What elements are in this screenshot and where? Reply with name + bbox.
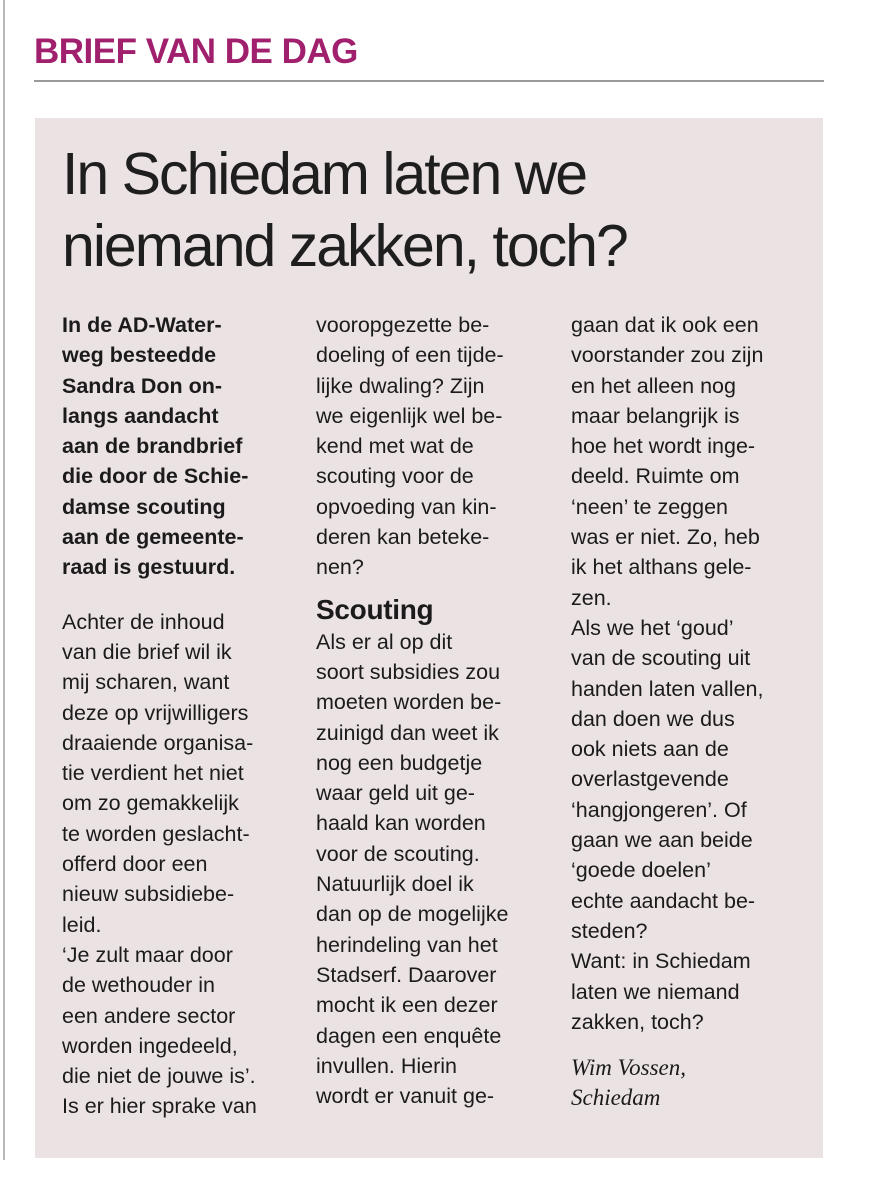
body-line: tie verdient het niet [62, 761, 244, 786]
body-line: zen. [571, 585, 612, 610]
body-line: om zo gemakkelijk [62, 791, 239, 816]
lead-line: aan de gemeente- [62, 525, 244, 550]
body-line: Achter de inhoud [62, 609, 225, 634]
lead-line: langs aandacht [62, 403, 219, 428]
body-line: dagen een enquête [316, 1023, 502, 1048]
author-signature [571, 1053, 811, 1113]
body-line: deze op vrijwilligers [62, 700, 249, 725]
body-line: doeling of een tijde- [316, 343, 504, 368]
signature-name: Wim Vossen, [571, 1055, 686, 1081]
body-line: van die brief wil ik [62, 639, 232, 664]
body-line: vooropgezette be- [316, 313, 490, 337]
body-line: dan op de mogelijke [316, 902, 509, 927]
body-line: herindeling van het [316, 932, 498, 957]
body-line: waar geld uit ge- [316, 781, 475, 806]
body-line: nieuw subsidiebe- [62, 882, 235, 907]
body-line: Is er hier sprake van [62, 1094, 257, 1119]
body-line: die niet de jouwe is’. [62, 1064, 256, 1089]
body-line: ‘neen’ te zeggen [571, 494, 728, 519]
body-line: Want: in Schiedam [571, 949, 751, 974]
body-line: voorstander zou zijn [571, 343, 764, 368]
body-line: nen? [316, 555, 364, 580]
body-line: deren kan beteke- [316, 525, 490, 550]
lead-line: In de AD-Water- [62, 313, 222, 337]
body-line: draaiende organisa- [62, 730, 254, 755]
body-line: de wethouder in [62, 973, 215, 998]
body-line: mocht ik een dezer [316, 993, 498, 1018]
headline-line: niemand zakken, toch? [62, 213, 627, 279]
body-line: ik het althans gele- [571, 555, 752, 580]
body-line: worden ingedeeld, [62, 1033, 238, 1058]
body-line: ‘hangjongeren’. Of [571, 797, 747, 822]
body-line: Als we het ‘goud’ [571, 615, 734, 640]
header-divider [34, 80, 824, 82]
paragraph-gap [62, 583, 302, 607]
body-line: Natuurlijk doel ik [316, 872, 474, 897]
lead-line: raad is gestuurd. [62, 555, 236, 580]
body-line: laten we niemand [571, 979, 740, 1004]
body-line: ‘Je zult maar door [62, 942, 233, 967]
body-line: overlastgevende [571, 767, 729, 792]
body-line: dan doen we dus [571, 706, 735, 731]
body-line: offerd door een [62, 852, 208, 877]
body-paragraph [62, 607, 302, 1122]
lead-line: aan de brandbrief [62, 434, 243, 459]
body-line: zuinigd dan weet ik [316, 720, 499, 745]
body-line: te worden geslacht- [62, 821, 250, 846]
section-subhead: Scouting [316, 593, 434, 625]
body-line: deeld. Ruimte om [571, 464, 740, 489]
body-line: soort subsidies zou [316, 659, 501, 684]
body-line: een andere sector [62, 1003, 236, 1028]
lead-line: Sandra Don on- [62, 373, 223, 398]
body-line: ook niets aan de [571, 737, 729, 762]
lead-line: damse scouting [62, 494, 226, 519]
headline-line: In Schiedam laten we [62, 141, 587, 207]
body-line: echte aandacht be- [571, 888, 756, 913]
lead-paragraph [62, 310, 302, 583]
body-line: wordt er vanuit ge- [316, 1084, 495, 1109]
body-line: opvoeding van kin- [316, 494, 497, 519]
text-column-1 [62, 310, 302, 1122]
body-line: was er niet. Zo, heb [571, 525, 760, 550]
body-line: Stadserf. Daarover [316, 962, 497, 987]
body-line: van de scouting uit [571, 646, 751, 671]
body-line: voor de scouting. [316, 841, 480, 866]
text-column-2 [316, 310, 556, 1111]
body-line: zakken, toch? [571, 1009, 704, 1034]
body-line: steden? [571, 918, 648, 943]
body-line: scouting voor de [316, 464, 474, 489]
article-headline [62, 138, 802, 282]
body-line: gaan we aan beide [571, 828, 753, 853]
body-line: leid. [62, 912, 102, 937]
body-line: kend met wat de [316, 434, 474, 459]
body-line: ‘goede doelen’ [571, 858, 711, 883]
body-line: we eigenlijk wel be- [316, 403, 503, 428]
body-line: moeten worden be- [316, 690, 502, 715]
body-line: lijke dwaling? Zijn [316, 373, 485, 398]
body-line: en het alleen nog [571, 373, 736, 398]
section-kicker: BRIEF VAN DE DAG [34, 32, 358, 71]
body-line: invullen. Hierin [316, 1053, 458, 1078]
lead-line: die door de Schie- [62, 464, 249, 489]
body-line: haald kan worden [316, 811, 486, 836]
body-line: Als er al op dit [316, 629, 453, 654]
signature-place: Schiedam [571, 1085, 661, 1111]
body-line: gaan dat ik ook een [571, 313, 759, 337]
body-line: maar belangrijk is [571, 403, 740, 428]
lead-line: weg besteedde [62, 343, 217, 368]
body-line: mij scharen, want [62, 670, 230, 695]
text-column-3 [571, 310, 811, 1113]
body-line: handen laten vallen, [571, 676, 764, 701]
body-line: nog een budgetje [316, 750, 483, 775]
body-line: hoe het wordt inge- [571, 434, 756, 459]
left-margin-rule [3, 0, 5, 1160]
